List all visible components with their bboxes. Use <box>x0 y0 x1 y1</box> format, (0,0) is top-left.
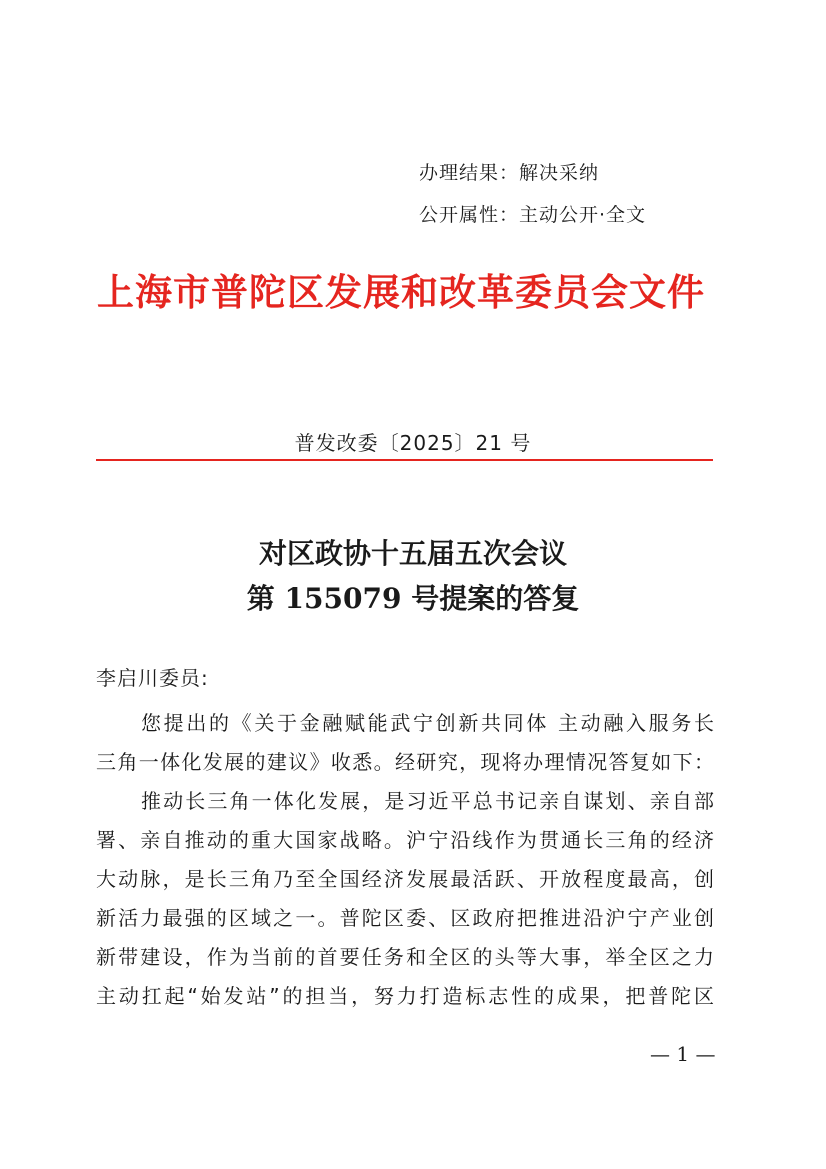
body-line: 三角一体化发展的建议》收悉。经研究，现将办理情况答复如下： <box>96 750 714 774</box>
handling-result: 办理结果：解决采纳 <box>419 162 600 184</box>
reply-title-line-2: 第 155079 号提案的答复 <box>246 582 580 615</box>
body-line: 新带建设，作为当前的首要任务和全区的头等大事，举全区之力 <box>96 945 714 969</box>
body-line: 新活力最强的区域之一。普陀区委、区政府把推进沿沪宁产业创 <box>96 906 714 930</box>
body-line: 署、亲自推动的重大国家战略。沪宁沿线作为贯通长三角的经济 <box>96 828 714 852</box>
body-line: 推动长三角一体化发展，是习近平总书记亲自谋划、亲自部 <box>141 789 714 813</box>
body-line: 您提出的《关于金融赋能武宁创新共同体 主动融入服务长 <box>141 711 714 735</box>
page-number: — 1 — <box>650 1042 716 1066</box>
salutation: 李启川委员: <box>96 666 209 690</box>
document-header-title: 上海市普陀区发展和改革委员会文件 <box>97 270 705 314</box>
red-divider-line <box>96 459 713 461</box>
public-attribute: 公开属性：主动公开·全文 <box>419 204 647 226</box>
body-line: 主动扛起“始发站”的担当，努力打造标志性的成果，把普陀区 <box>96 984 714 1008</box>
reply-title-line-1: 对区政协十五届五次会议 <box>258 537 567 570</box>
document-number: 普发改委〔2025〕21 号 <box>294 431 532 455</box>
body-line: 大动脉，是长三角乃至全国经济发展最活跃、开放程度最高，创 <box>96 867 714 891</box>
